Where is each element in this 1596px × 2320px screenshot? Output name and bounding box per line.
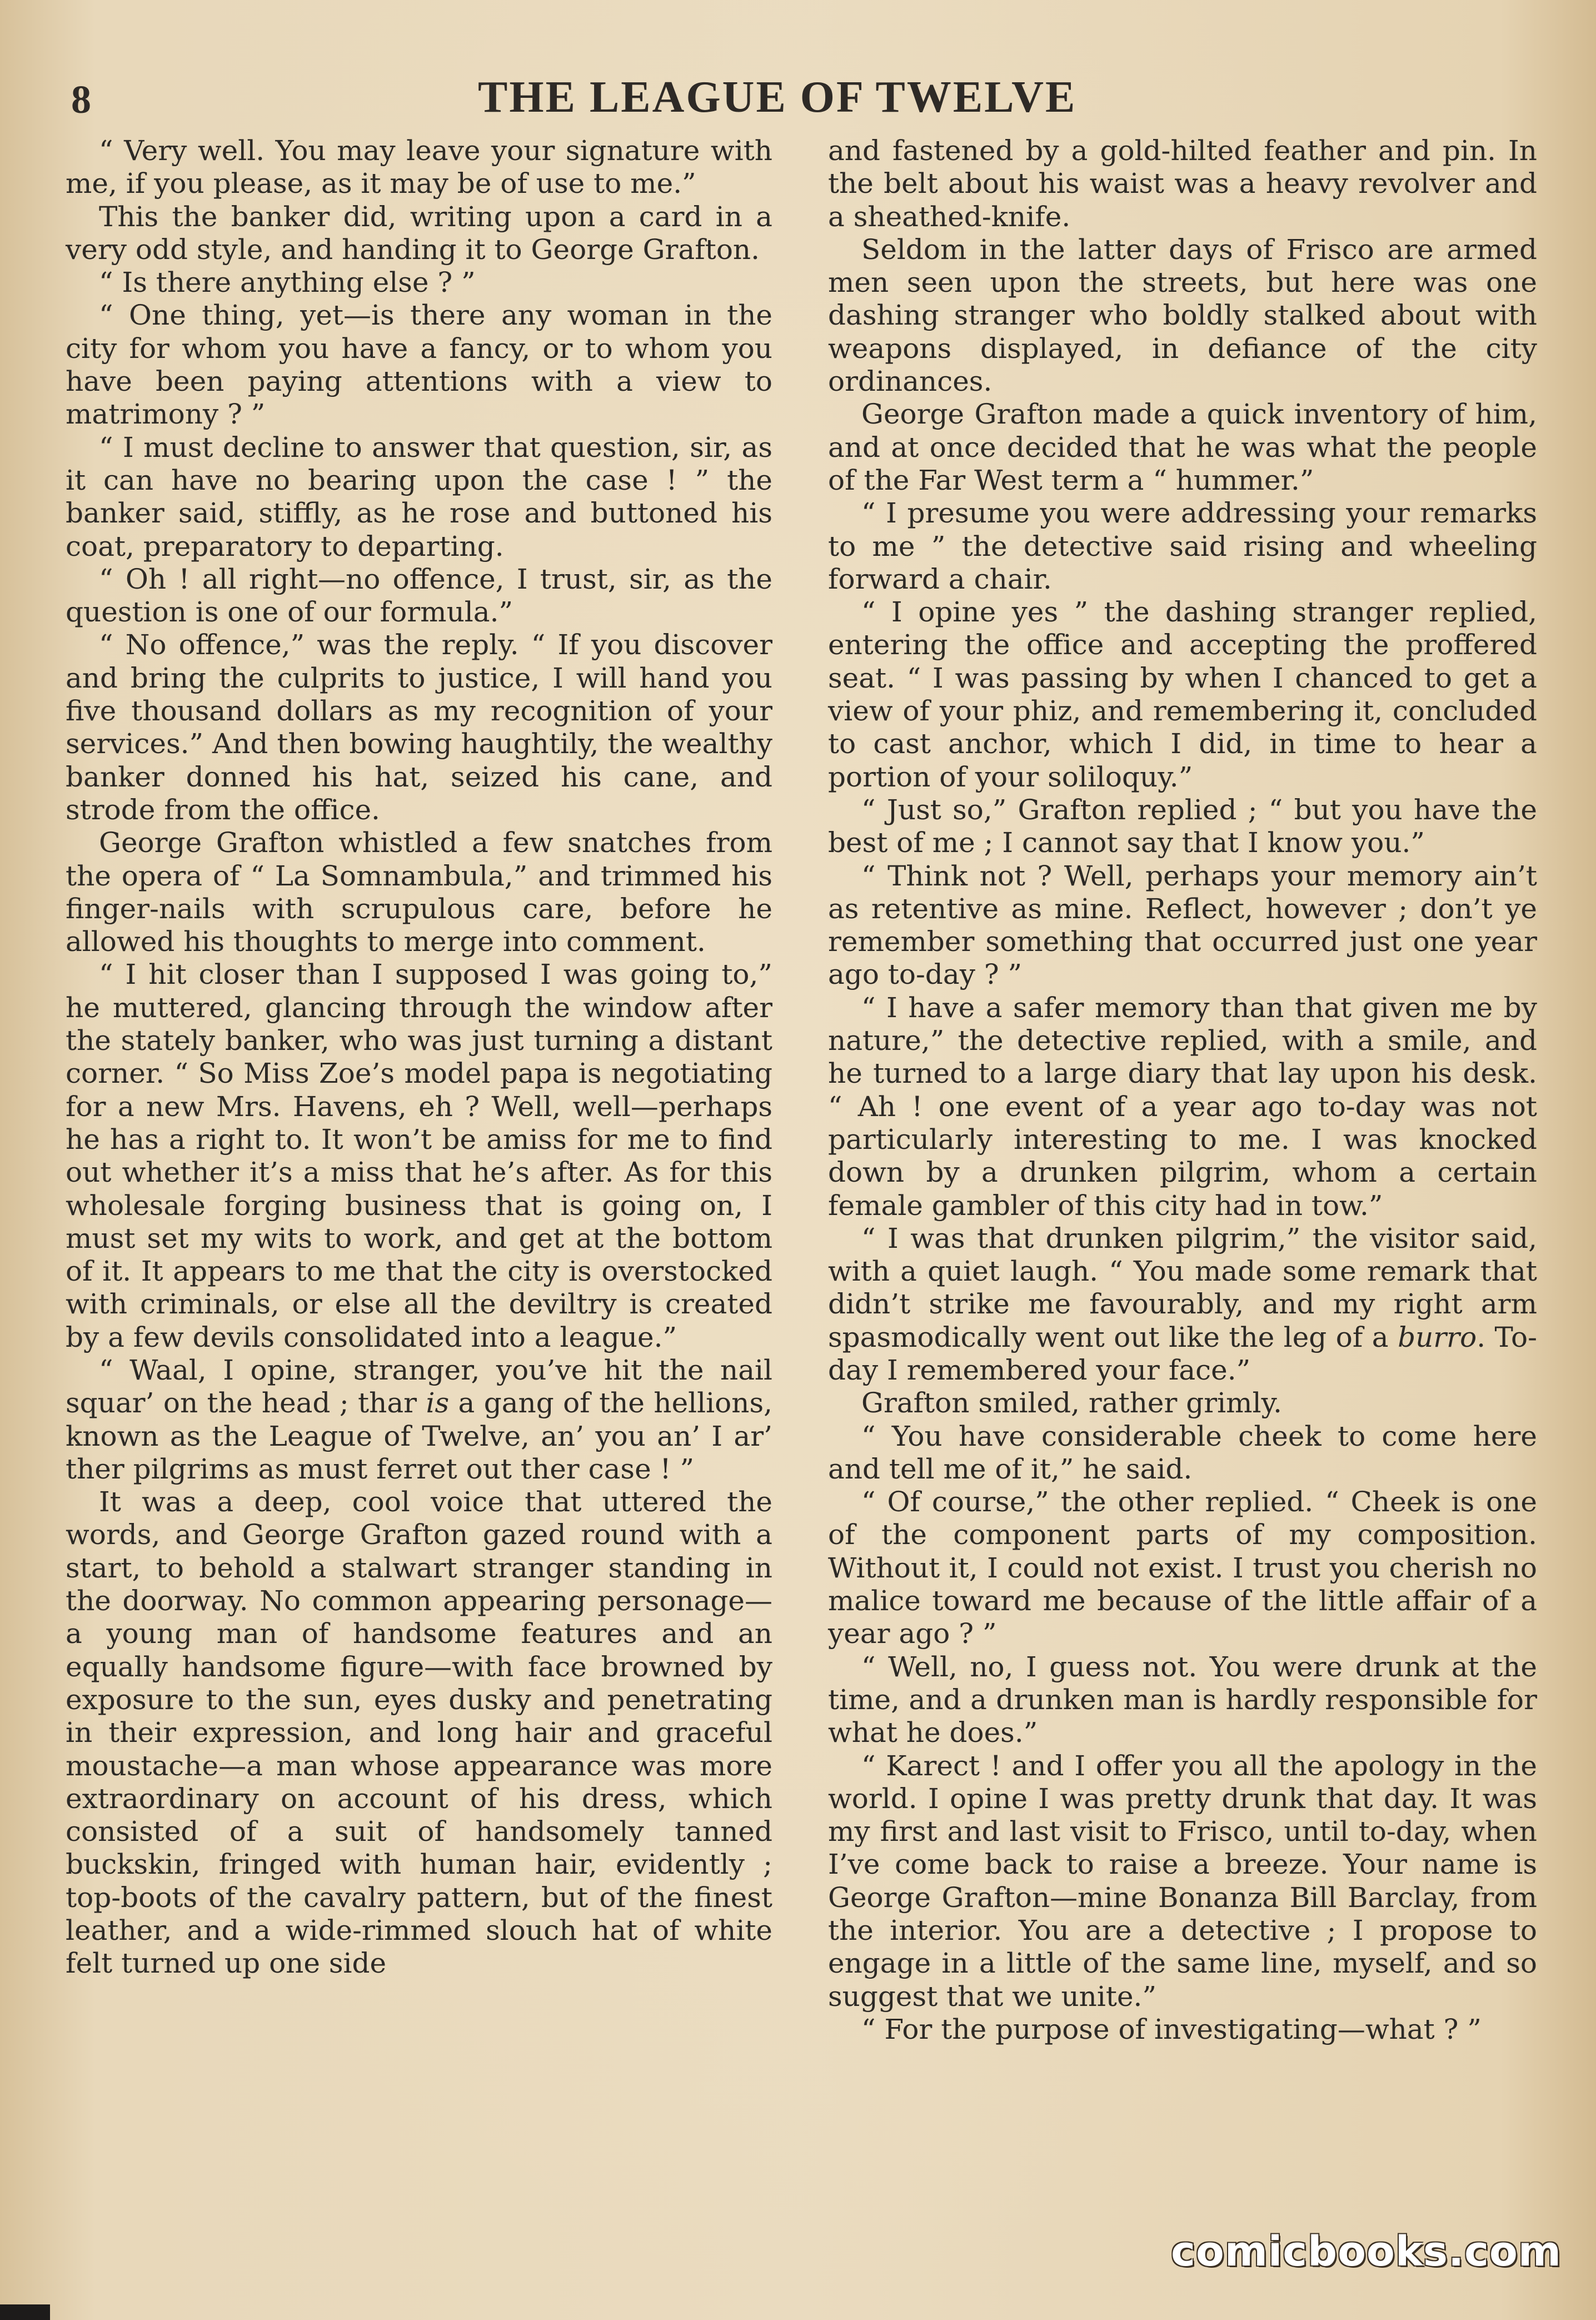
left-text-column [66, 135, 772, 1980]
site-watermark: comicbooks.com [1171, 2228, 1562, 2276]
paragraph: Grafton smiled, rather grimly. [861, 1387, 1283, 1420]
text-run: a gang of the hellions, known as the League of Twelve, an’ you an’ I ar’ ther pilgrims as must ferret out ther case ! ” [66, 1387, 772, 1485]
right-text-column [828, 135, 1537, 2046]
paragraph: This the banker did, writing upon a card in a very odd style, and handing it to George Grafton. [66, 200, 772, 266]
paragraph: “ Well, no, I guess not. You were drunk at the time, and a drunken man is hardly responsible for what he does.” [828, 1650, 1537, 1749]
paragraph: “ No offence,” was the reply. “ If you discover and bring the culprits to justice, I will hand you five thousand dollars as my recognition of your services.” And then bowing haughtily, the wealthy banker donned his hat, seized his cane, and strode from the office. [66, 629, 772, 826]
text-run: “ Waal, I opine, stranger, you’ve hit the nail squar’ on the head ; thar [66, 1353, 772, 1420]
paragraph: “ Very well. You may leave your signature with me, if you please, as it may be of use to me.” [66, 135, 772, 200]
paragraph: “ Just so,” Grafton replied ; “ but you have the best of me ; I cannot say that I know you.” [828, 793, 1537, 859]
paragraph: George Grafton whistled a few snatches from the opera of “ La Somnambula,” and trimmed his finger-nails with scrupulous care, before he allowed his thoughts to merge into comment. [66, 827, 772, 958]
paragraph [66, 1354, 772, 1486]
italic-word: burro [1398, 1321, 1477, 1353]
paragraph: “ I presume you were addressing your remarks to me ” the detective said rising and wheeling forward a chair. [828, 497, 1537, 595]
running-head-title: THE LEAGUE OF TWELVE [478, 73, 1077, 122]
paragraph: “ Is there anything else ? ” [99, 266, 476, 299]
paragraph: “ One thing, yet—is there any woman in the city for whom you have a fancy, or to whom you have been paying attentions with a view to matrimony ? ” [66, 299, 772, 431]
text-run: . To-day I remembered your face.” [828, 1321, 1537, 1386]
paragraph: “ Think not ? Well, perhaps your memory ain’t as retentive as mine. Reflect, however ; don’t ye remember something that occurred just one year ago to-day ? ” [828, 859, 1537, 991]
paragraph [828, 1222, 1537, 1387]
paragraph: “ You have considerable cheek to come here and tell me of it,” he said. [828, 1420, 1537, 1485]
page-number: 8 [71, 77, 91, 122]
text-run: “ I was that drunken pilgrim,” the visitor said, with a quiet laugh. “ You made some remark that didn’t strike me favourably, and my right arm spasmodically went out like the leg of a [828, 1222, 1537, 1353]
paragraph: Seldom in the latter days of Frisco are armed men seen upon the streets, but here was one dashing stranger who boldly stalked about with weapons displayed, in defiance of the city ordinances. [828, 233, 1537, 398]
scan-edge-mark [0, 2304, 50, 2320]
paragraph: “ I must decline to answer that question, sir, as it can have no bearing upon the case ! ” the banker said, stiffly, as he rose and buttoned his coat, preparatory to departing. [66, 431, 772, 562]
paragraph: George Grafton made a quick inventory of him, and at once decided that he was what the people of the Far West term a “ hummer.” [828, 398, 1537, 496]
paragraph-continued: and fastened by a gold-hilted feather and pin. In the belt about his waist was a heavy revolver and a sheathed-knife. [828, 135, 1537, 233]
paragraph: “ I opine yes ” the dashing stranger replied, entering the office and accepting the proffered seat. “ I was passing by when I chanced to get a view of your phiz, and remembering it, concluded to cast anchor, which I did, in time to hear a portion of your soliloquy.” [828, 596, 1537, 793]
paragraph: “ Of course,” the other replied. “ Cheek is one of the component parts of my composition. Without it, I could not exist. I trust you cherish no malice toward me because of the little affair of a year ago ? ” [828, 1486, 1537, 1650]
paragraph: It was a deep, cool voice that uttered the words, and George Grafton gazed round with a start, to behold a stalwart stranger standing in the doorway. No common appearing personage—a young man of handsome features and an equally handsome figure—with face browned by exposure to the sun, eyes dusky and penetrating in their expression, and long hair and graceful moustache—a man whose appearance was more extraordinary on account of his dress, which consisted of a suit of handsomely tanned buckskin, fringed with human hair, evidently ; top-boots of the cavalry pattern, but of the finest leather, and a wide-rimmed slouch hat of white felt turned up one side [66, 1486, 772, 1980]
paragraph: “ I hit closer than I supposed I was going to,” he muttered, glancing through the window after the stately banker, who was just turning a distant corner. “ So Miss Zoe’s model papa is negotiating for a new Mrs. Havens, eh ? Well, well—perhaps he has a right to. It won’t be amiss for me to find out whether it’s a miss that he’s after. As for this wholesale forging business that is going on, I must set my wits to work, and get at the bottom of it. It appears to me that the city is overstocked with criminals, or else all the deviltry is created by a few devils consolidated into a league.” [66, 958, 772, 1353]
italic-word: is [426, 1387, 450, 1420]
paragraph: “ I have a safer memory than that given me by nature,” the detective replied, with a smile, and he turned to a large diary that lay upon his desk. “ Ah ! one event of a year ago to-day was not particularly interesting to me. I was knocked down by a drunken pilgrim, whom a certain female gambler of this city had in tow.” [828, 991, 1537, 1222]
paragraph: “ Karect ! and I offer you all the apology in the world. I opine I was pretty drunk that day. It was my first and last visit to Frisco, until to-day, when I’ve come back to raise a breeze. Your name is George Grafton—mine Bonanza Bill Barclay, from the interior. You are a detective ; I propose to engage in a little of the same line, myself, and so suggest that we unite.” [828, 1749, 1537, 2013]
paragraph: “ Oh ! all right—no offence, I trust, sir, as the question is one of our formula.” [66, 562, 772, 629]
paragraph: “ For the purpose of investigating—what ? ” [861, 2013, 1482, 2045]
